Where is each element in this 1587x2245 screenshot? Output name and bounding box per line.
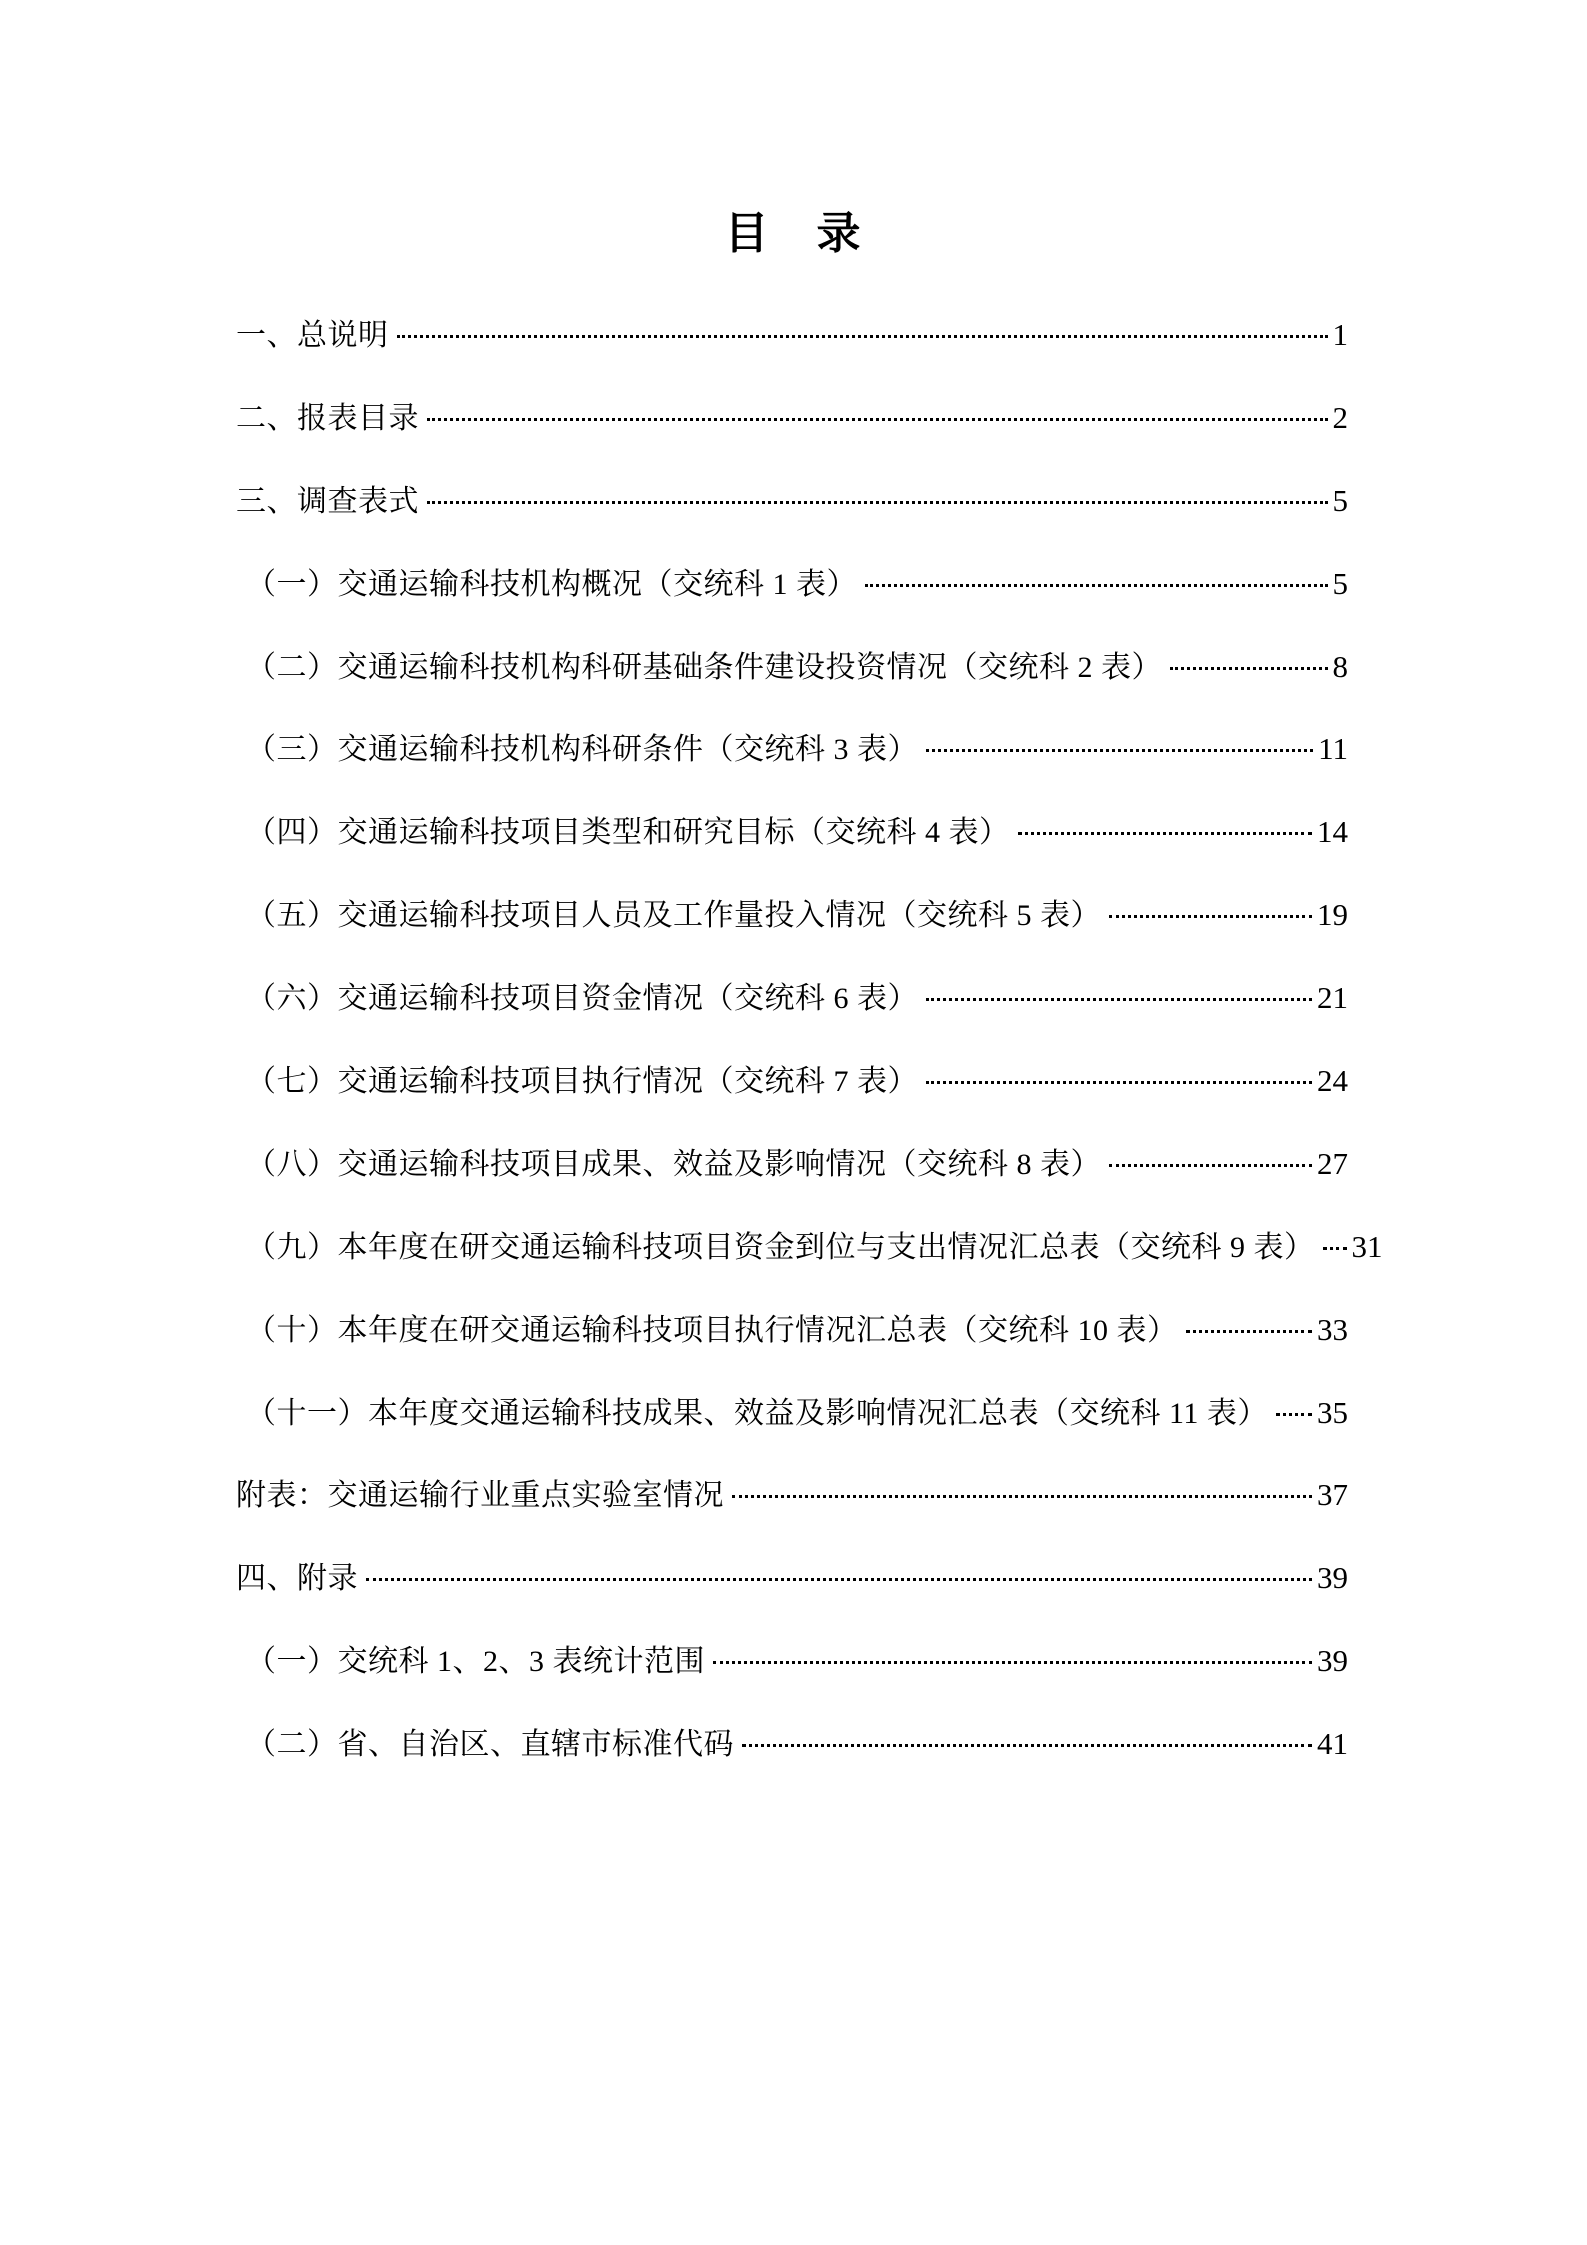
toc-entry-page-number: 37 — [1317, 1477, 1348, 1513]
dot-leader — [427, 418, 1328, 421]
toc-entry-label: （八）交通运输科技项目成果、效益及影响情况（交统科 8 表） — [246, 1147, 1101, 1181]
toc-entry-page-number: 39 — [1317, 1560, 1348, 1596]
page-title: 目 录 — [724, 209, 863, 258]
toc-entry-page-number: 39 — [1317, 1643, 1348, 1679]
toc-entry-page-number: 41 — [1317, 1726, 1348, 1762]
dot-leader — [742, 1744, 1312, 1747]
dot-leader — [1109, 1164, 1312, 1167]
toc-entry-page-number: 2 — [1332, 399, 1348, 435]
toc-entry — [236, 460, 1348, 543]
dot-leader — [1186, 1330, 1313, 1333]
dot-leader — [366, 1578, 1312, 1581]
toc-entry-page-number: 21 — [1317, 980, 1348, 1016]
toc-entry-page-number: 11 — [1318, 731, 1348, 767]
toc-entry-label: （九）本年度在研交通运输科技项目资金到位与支出情况汇总表（交统科 9 表） — [246, 1230, 1315, 1264]
toc-entry-label: 三、调查表式 — [236, 484, 419, 518]
toc-entry-page-number: 5 — [1332, 482, 1348, 518]
toc-entry — [236, 1206, 1383, 1289]
toc-entry-page-number: 1 — [1332, 317, 1348, 352]
toc-entry-label: （七）交通运输科技项目执行情况（交统科 7 表） — [246, 1065, 918, 1099]
dot-leader — [732, 1495, 1312, 1498]
toc-entry-label: （十）本年度在研交通运输科技项目执行情况汇总表（交统科 10 表） — [246, 1313, 1178, 1347]
toc-entry-page-number: 14 — [1317, 814, 1348, 850]
toc-entry-label: 附表：交通运输行业重点实验室情况 — [236, 1479, 724, 1513]
toc-entry-page-number: 27 — [1317, 1145, 1348, 1181]
dot-leader — [397, 335, 1328, 338]
toc-entry-label: （一）交统科 1、2、3 表统计范围 — [246, 1645, 705, 1679]
toc-entry-page-number: 5 — [1332, 565, 1348, 601]
dot-leader — [926, 749, 1313, 752]
dot-leader — [1276, 1413, 1312, 1416]
toc-entry-label: （十一）本年度交通运输科技成果、效益及影响情况汇总表（交统科 11 表） — [246, 1396, 1268, 1430]
toc-entry — [236, 1537, 1348, 1620]
toc-entry — [236, 1372, 1348, 1455]
toc-entry — [236, 543, 1348, 626]
toc-entry-page-number: 19 — [1317, 897, 1348, 933]
toc-entry — [236, 957, 1348, 1040]
toc-entry-label: （三）交通运输科技机构科研条件（交统科 3 表） — [246, 733, 918, 767]
toc-entry-page-number: 33 — [1317, 1311, 1348, 1347]
dot-leader — [1170, 667, 1328, 670]
toc-entry-label: （二）省、自治区、直辖市标准代码 — [246, 1728, 734, 1762]
table-of-contents — [236, 294, 1383, 1786]
toc-entry-page-number: 35 — [1317, 1394, 1348, 1430]
toc-entry-label: （六）交通运输科技项目资金情况（交统科 6 表） — [246, 982, 918, 1016]
dot-leader — [1018, 832, 1313, 835]
toc-entry-label: （五）交通运输科技项目人员及工作量投入情况（交统科 5 表） — [246, 899, 1101, 933]
toc-entry-page-number: 8 — [1332, 648, 1348, 684]
dot-leader — [926, 1081, 1312, 1084]
toc-entry — [236, 1040, 1348, 1123]
toc-entry — [236, 1123, 1348, 1206]
toc-entry — [236, 791, 1348, 874]
toc-entry-label: 四、附录 — [236, 1562, 358, 1596]
toc-entry — [236, 626, 1348, 709]
dot-leader — [1323, 1247, 1347, 1250]
toc-entry — [236, 1620, 1348, 1703]
toc-entry — [236, 294, 1348, 377]
dot-leader — [427, 501, 1328, 504]
dot-leader — [865, 584, 1328, 587]
toc-entry — [236, 1289, 1348, 1372]
toc-entry-page-number: 31 — [1351, 1228, 1383, 1264]
toc-entry-label: 一、总说明 — [236, 319, 389, 352]
toc-entry-label: （一）交通运输科技机构概况（交统科 1 表） — [246, 567, 857, 601]
toc-entry-label: （四）交通运输科技项目类型和研究目标（交统科 4 表） — [246, 816, 1010, 850]
dot-leader — [926, 998, 1312, 1001]
toc-entry-page-number: 24 — [1317, 1063, 1348, 1099]
dot-leader — [713, 1661, 1312, 1664]
toc-entry — [236, 1454, 1348, 1537]
toc-entry — [236, 874, 1348, 957]
toc-entry — [236, 1703, 1348, 1786]
toc-entry-label: （二）交通运输科技机构科研基础条件建设投资情况（交统科 2 表） — [246, 650, 1162, 684]
dot-leader — [1109, 915, 1312, 918]
toc-entry — [236, 377, 1348, 460]
toc-entry — [236, 708, 1348, 791]
toc-entry-label: 二、报表目录 — [236, 401, 419, 435]
